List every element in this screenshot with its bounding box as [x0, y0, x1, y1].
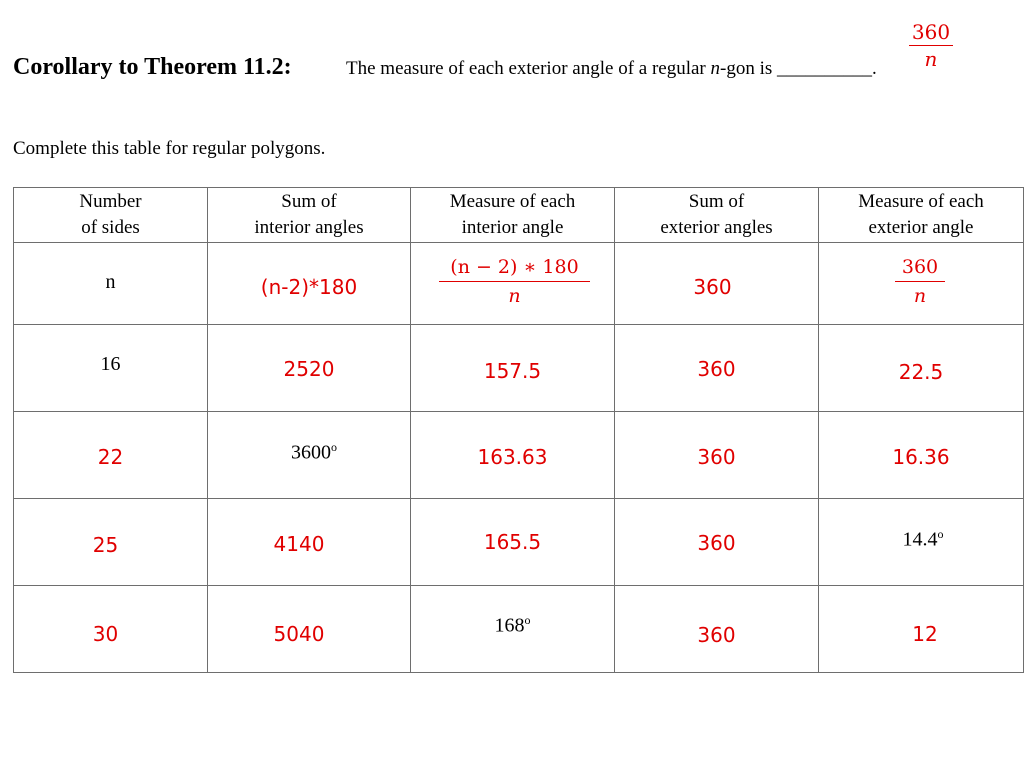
table-row-formula [14, 243, 1024, 325]
cell-each-interior [411, 243, 615, 325]
table-row [14, 325, 1024, 412]
cell-sum-exterior: 360 [615, 586, 819, 673]
cell-each-interior: 157.5 [411, 325, 615, 412]
cell-sum-exterior: 360 [615, 243, 819, 325]
answer-denominator: n [924, 47, 938, 71]
table-row [14, 586, 1024, 673]
cell-sides: 30 [14, 586, 208, 673]
cell-each-interior: 168$^o$ [411, 586, 615, 673]
corollary-text-before: The measure of each exterior angle of a regular [346, 58, 711, 79]
cell-each-exterior [819, 243, 1024, 325]
header-each-exterior: Measure of each exterior angle [819, 188, 1024, 243]
fraction-bar [909, 45, 953, 46]
cell-sides: 16 [14, 325, 208, 412]
cell-each-interior: 163.63 [411, 412, 615, 499]
header-sum-interior: Sum of interior angles [208, 188, 411, 243]
cell-sum-interior: 3600$^o$ [208, 412, 411, 499]
cell-sides: 22 [14, 412, 208, 499]
corollary-variable: n [710, 58, 720, 79]
corollary-answer-fraction [905, 20, 957, 71]
cell-sum-exterior: 360 [615, 325, 819, 412]
cell-each-exterior: 12 [819, 586, 1024, 673]
cell-sides: 25 [14, 499, 208, 586]
cell-sum-interior: (n-2)*180 [208, 243, 411, 325]
cell-each-exterior: 14.4$^o$ [819, 499, 1024, 586]
cell-sides: n [14, 243, 208, 325]
instructions: Complete this table for regular polygons. [13, 138, 326, 159]
cell-each-exterior: 16.36 [819, 412, 1024, 499]
cell-sum-exterior: 360 [615, 499, 819, 586]
cell-sum-interior: 5040 [208, 586, 411, 673]
header-each-interior: Measure of each interior angle [411, 188, 615, 243]
corollary-title: Corollary to Theorem 11.2: [13, 54, 292, 80]
table-row [14, 499, 1024, 586]
table-header-row [14, 188, 1024, 243]
answer-numerator: 360 [911, 20, 951, 44]
interior-fraction: (n − 2) ∗ 180 n [439, 255, 590, 308]
polygon-table [13, 187, 1024, 673]
cell-each-exterior: 22.5 [819, 325, 1024, 412]
table-row [14, 412, 1024, 499]
corollary-statement [346, 58, 877, 80]
corollary-text-after: -gon is __________. [720, 58, 877, 79]
cell-sum-interior: 2520 [208, 325, 411, 412]
header-number-of-sides: Number of sides [14, 188, 208, 243]
exterior-fraction: 360 n [895, 255, 945, 308]
cell-each-interior: 165.5 [411, 499, 615, 586]
cell-sum-exterior: 360 [615, 412, 819, 499]
header-sum-exterior: Sum of exterior angles [615, 188, 819, 243]
cell-sum-interior: 4140 [208, 499, 411, 586]
